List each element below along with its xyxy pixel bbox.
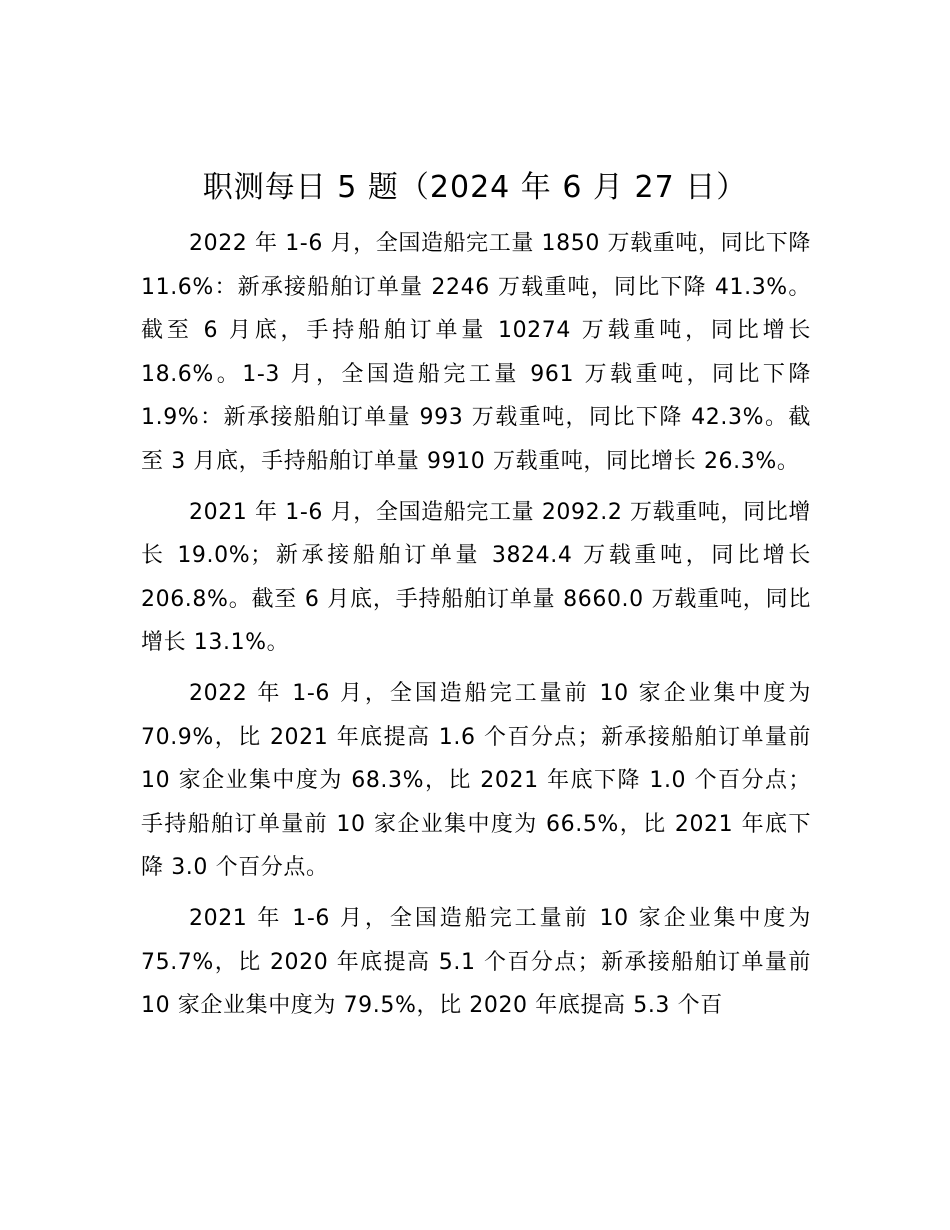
- paragraph-1: 2022 年 1-6 月，全国造船完工量 1850 万载重吨，同比下降 11.6%：新承接船舶订单量 2246 万载重吨，同比下降 41.3%。截至 6 月底，手持船舶订单量 10274 万载重吨，同比增长 18.6%。1-3 月，全国造船完工量 961 万载重吨，同比下降 1.9%：新承接船舶订单量 993 万载重吨，同比下降 42.3%。截至 3 月底，手持船舶订单量 9910 万载重吨，同比增长 26.3%。: [141, 231, 811, 474]
- paragraph-4: 2021 年 1-6 月，全国造船完工量前 10 家企业集中度为 75.7%，比 2020 年底提高 5.1 个百分点；新承接船舶订单量前 10 家企业集中度为 79.5%，比 2020 年底提高 5.3 个百: [141, 905, 811, 1019]
- paragraph-2: 2021 年 1-6 月，全国造船完工量 2092.2 万载重吨，同比增长 19.0%；新承接船舶订单量 3824.4 万载重吨，同比增长 206.8%。截至 6 月底，手持船舶订单量 8660.0 万载重吨，同比增长 13.1%。: [141, 499, 811, 656]
- body-text: [141, 222, 811, 1035]
- page-title: 职测每日 5 题（2024 年 6 月 27 日）: [202, 170, 748, 205]
- paragraph-3: 2022 年 1-6 月，全国造船完工量前 10 家企业集中度为 70.9%，比 2021 年底提高 1.6 个百分点；新承接船舶订单量前 10 家企业集中度为 68.3%，比 2021 年底下降 1.0 个百分点；手持船舶订单量前 10 家企业集中度为 66.5%，比 2021 年底下降 3.0 个百分点。: [141, 680, 811, 881]
